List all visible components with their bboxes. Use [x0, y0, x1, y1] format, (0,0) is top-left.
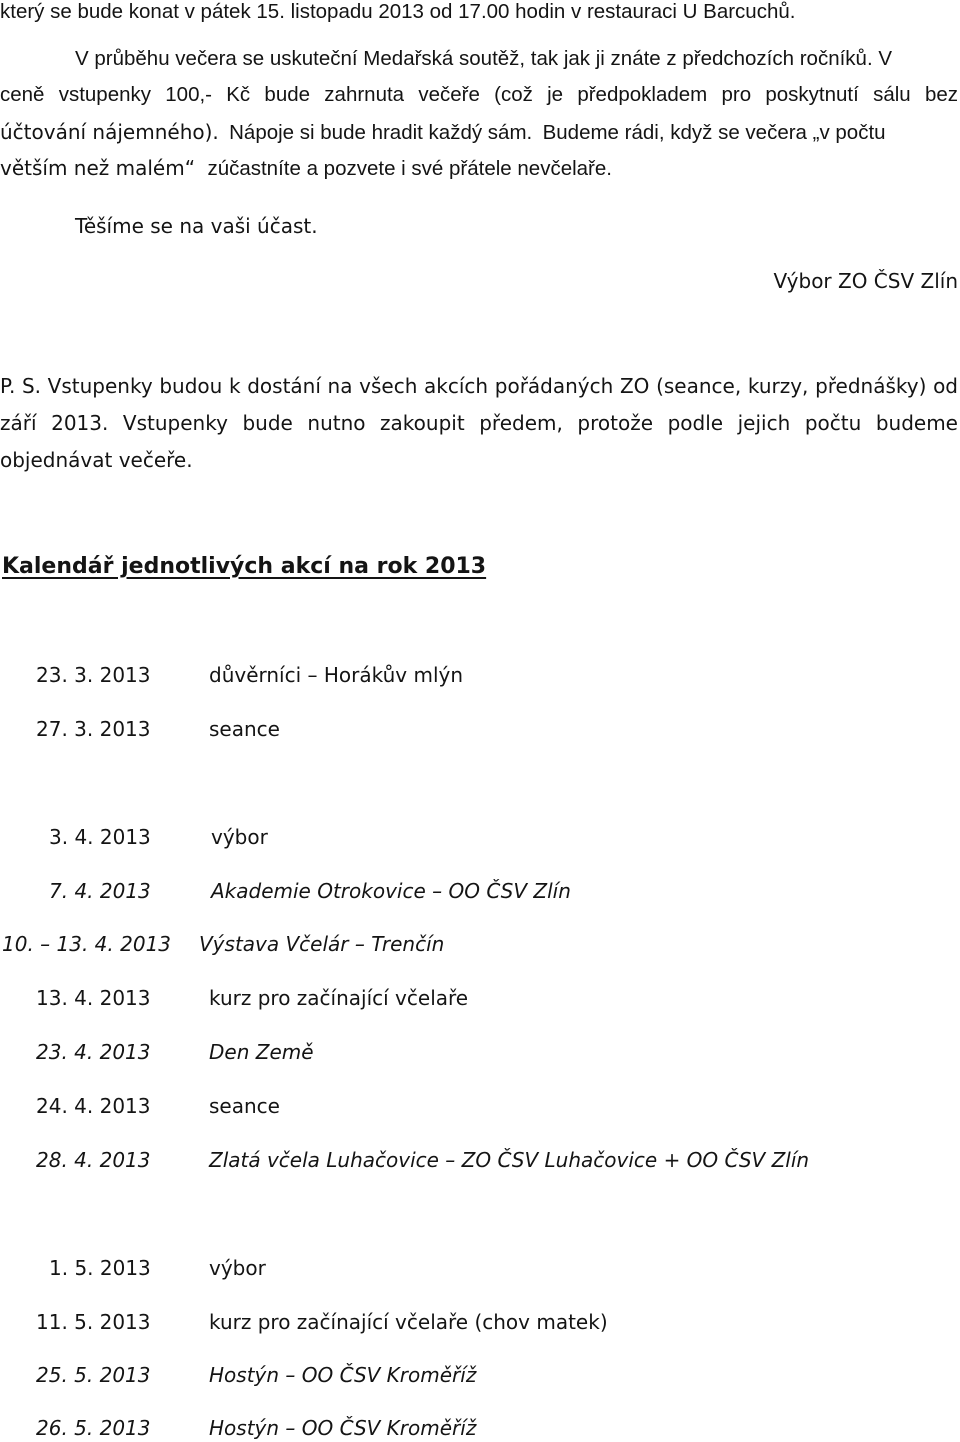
calendar-date: 24. 4. 2013	[36, 1094, 151, 1118]
calendar-event: Výstava Včelár – Trenčín	[199, 932, 445, 956]
calendar-title: Kalendář jednotlivých akcí na rok 2013	[2, 554, 487, 579]
intro-line-4-rent: účtování nájemného).	[0, 120, 219, 144]
greeting: Těšíme se na vaši účast.	[75, 214, 318, 238]
calendar-event: kurz pro začínající včelaře	[209, 986, 469, 1010]
calendar-date: 23. 3. 2013	[36, 663, 151, 687]
calendar-event: výbor	[211, 825, 268, 849]
ps-line-3: objednávat večeře.	[0, 448, 193, 472]
calendar-event: Zlatá včela Luhačovice – ZO ČSV Luhačovice + OO ČSV Zlín	[209, 1148, 810, 1172]
calendar-date: 25. 5. 2013	[36, 1363, 151, 1387]
calendar-event: výbor	[209, 1256, 266, 1280]
signature: Výbor ZO ČSV Zlín	[773, 269, 958, 293]
intro-line-5-rest: zúčastníte a pozvete i své přátele nevčelaře.	[207, 157, 612, 180]
calendar-date: 1. 5. 2013	[49, 1256, 151, 1280]
ps-line-2: září 2013. Vstupenky bude nutno zakoupit předem, protože podle jejich počtu budeme	[0, 411, 958, 435]
calendar-event: Den Země	[209, 1040, 314, 1064]
calendar-event: Hostýn – OO ČSV Kroměříž	[209, 1416, 477, 1440]
calendar-date: 26. 5. 2013	[36, 1416, 151, 1440]
intro-line-4-invite: Budeme rádi, když se večera „v počtu	[542, 121, 886, 144]
calendar-event: Hostýn – OO ČSV Kroměříž	[209, 1363, 477, 1387]
calendar-event: Akademie Otrokovice – OO ČSV Zlín	[211, 879, 571, 903]
calendar-event: kurz pro začínající včelaře (chov matek)	[209, 1310, 608, 1334]
ps-line-1: P. S. Vstupenky budou k dostání na všech akcích pořádaných ZO (seance, kurzy, přednášky) od	[0, 374, 958, 398]
calendar-date: 28. 4. 2013	[36, 1148, 151, 1172]
intro-line-2: V průběhu večera se uskuteční Medařská soutěž, tak jak ji znáte z předchozích ročníků. V	[75, 47, 893, 70]
calendar-date: 11. 5. 2013	[36, 1310, 151, 1334]
intro-line-3: ceně vstupenky 100,- Kč bude zahrnuta večeře (což je předpokladem pro poskytnutí sálu bez	[0, 83, 958, 106]
intro-line-1: který se bude konat v pátek 15. listopadu 2013 od 17.00 hodin v restauraci U Barcuchů.	[0, 0, 796, 23]
calendar-date: 10. – 13. 4. 2013	[2, 932, 172, 956]
calendar-date: 3. 4. 2013	[49, 825, 151, 849]
intro-line-5-phrase: větším než malém“	[0, 156, 196, 180]
calendar-event: důvěrníci – Horákův mlýn	[209, 663, 464, 687]
calendar-date: 23. 4. 2013	[36, 1040, 151, 1064]
intro-line-5	[0, 154, 612, 183]
intro-line-4	[0, 118, 886, 147]
calendar-date: 27. 3. 2013	[36, 717, 151, 741]
calendar-event: seance	[209, 717, 280, 741]
calendar-date: 7. 4. 2013	[49, 879, 151, 903]
calendar-date: 13. 4. 2013	[36, 986, 151, 1010]
intro-line-4-drinks: Nápoje si bude hradit každý sám.	[229, 121, 533, 144]
calendar-event: seance	[209, 1094, 280, 1118]
